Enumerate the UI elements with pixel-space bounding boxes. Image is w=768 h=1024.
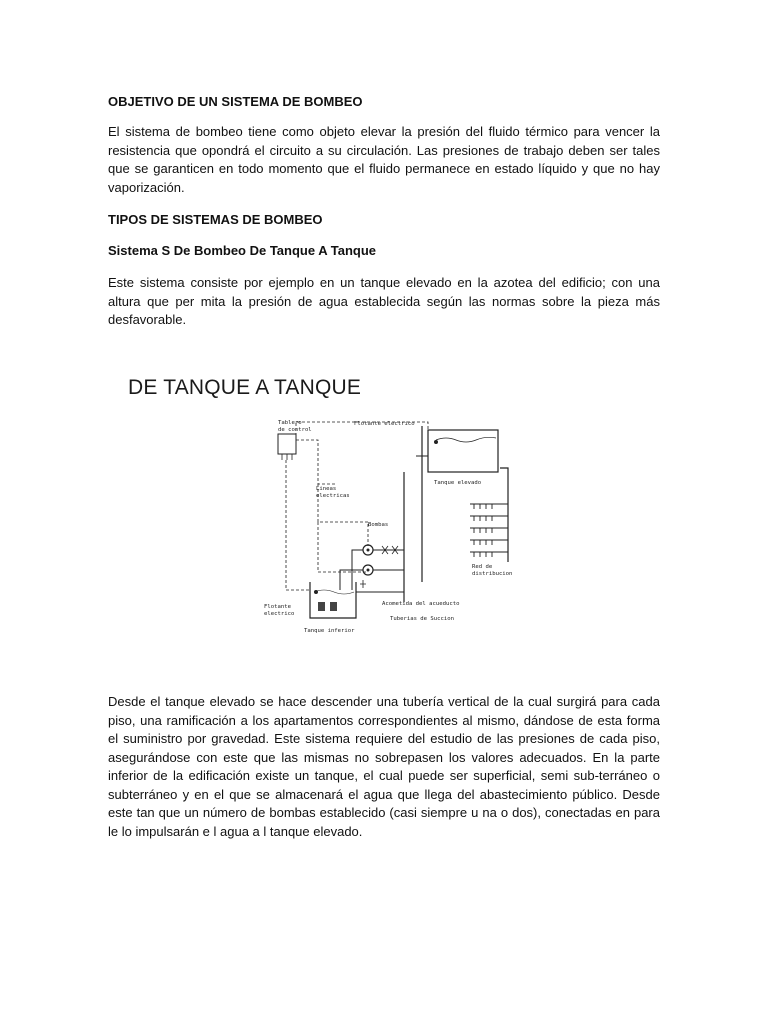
paragraph-sistema: Este sistema consiste por ejemplo en un tanque elevado en la azotea del edificio; con una altura que per mita la presión de agua establecida según las normas sobre la pieza más desfavorable. xyxy=(108,275,660,327)
label-tanque-elevado: Tanque elevado xyxy=(434,480,482,486)
label-bombas: Bombas xyxy=(368,522,389,528)
heading-objetivo: OBJETIVO DE UN SISTEMA DE BOMBEO xyxy=(108,94,363,109)
label-electrico: electrico xyxy=(264,611,295,617)
heading-sistema: Sistema S De Bombeo De Tanque A Tanque xyxy=(108,243,376,258)
control-panel-box xyxy=(278,434,296,454)
figure-title: DE TANQUE A TANQUE xyxy=(128,376,362,399)
label-red: Red de xyxy=(472,564,493,570)
heading-tipos: TIPOS DE SISTEMAS DE BOMBEO xyxy=(108,212,323,227)
lower-tank xyxy=(310,582,356,618)
electric-line-2 xyxy=(286,460,310,590)
label-lineas: Lineas xyxy=(316,486,337,492)
label-tanque-inferior: Tanque inferior xyxy=(304,628,355,634)
electric-line-1 xyxy=(296,440,336,484)
label-tablero: Tablero xyxy=(278,420,302,426)
label-tuberias: Tuberias de Succion xyxy=(390,616,454,622)
electric-line-5 xyxy=(318,522,368,572)
label-flotante-bottom: Flotante xyxy=(264,604,291,610)
label-electricas: electricas xyxy=(316,493,350,499)
pumping-system-diagram xyxy=(256,412,524,648)
distribution-pipe xyxy=(500,468,508,562)
paragraph-objetivo: El sistema de bombeo tiene como objeto elevar la presión del fluido térmico para vencer la resistencia que opondrá el circuito a su circulación. Las presiones de trabajo deben ser tales que se garanticen en todo momento que el fluido permanece en estado líquido y que no hay vaporización. xyxy=(108,124,660,195)
label-flotante-top: Flotante electrico xyxy=(354,421,415,427)
elevated-tank xyxy=(428,430,498,472)
label-distribucion: distribucion xyxy=(472,571,513,577)
label-acometida: Acometida del acueducto xyxy=(382,601,460,607)
label-de-control: de control xyxy=(278,427,312,433)
distribution-branches xyxy=(470,504,508,557)
paragraph-descripcion: Desde el tanque elevado se hace descender una tubería vertical de la cual surgirá para cada piso, una ramificación a los apartamentos correspondientes al mismo, dándose de esta forma el suministro por gravedad. Este sistema requiere del estudio de las presiones de cada piso, asegurándose con este que las mismas no sobrepasen los valores adecuados. En la parte inferior de la edificación existe un tanque, el cual puede ser superficial, semi sub-terráneo o subterráneo y en el que se almacenará el agua que llega del abastecimiento público. Desde este tan que un número de bombas establecido (casi siempre u na o dos), conectadas en para le lo impulsarán e l agua a l tanque elevado. xyxy=(108,694,660,839)
